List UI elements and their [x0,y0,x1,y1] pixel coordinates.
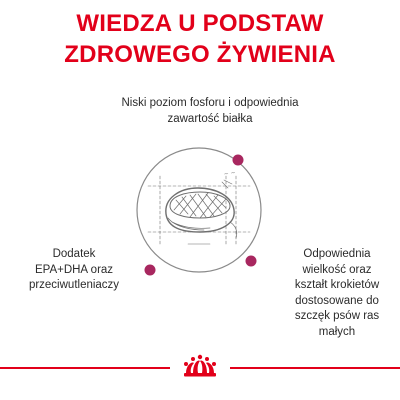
royal-canin-crown-logo [180,353,220,383]
benefit-phosphorus-line-1: Niski poziom fosforu i odpowiednia [121,97,299,109]
footer-rule-right [230,367,400,369]
kibble-sketch-icon [148,169,250,244]
footer-brand-bar [0,359,400,381]
benefit-phosphorus [110,96,310,127]
svg-text:~ ~: ~ ~ [223,169,237,178]
benefit-kibble-size-line-5: szczęk psów ras [294,310,380,322]
benefit-kibble-size-line-4: dostosowane do [295,294,379,307]
footer-rule-left [0,367,170,369]
benefit-kibble-size [276,247,398,340]
benefit-kibble-size-line-6: małych [318,325,356,338]
title-line-1: WIEDZA U PODSTAW [76,10,324,37]
benefit-dot-left [145,265,156,276]
orbit-ring [137,148,261,272]
benefit-dot-top [233,155,244,166]
benefit-kibble-size-line-1: Odpowiednia [303,248,371,260]
title-line-2: ZDROWEGO ŻYWIENIA [64,41,336,68]
benefit-epa-dha-line-2: EPA+DHA oraz [34,263,114,276]
benefit-epa-dha-line-3: przeciwutleniaczy [28,279,120,291]
benefit-kibble-size-line-3: kształt krokietów [294,279,380,291]
benefit-epa-dha [10,247,138,294]
benefit-kibble-size-line-2: wielkość oraz [302,263,372,276]
benefit-dot-right [246,256,257,267]
benefit-phosphorus-line-2: zawartość białka [167,112,253,125]
benefit-epa-dha-line-1: Dodatek [52,248,96,260]
